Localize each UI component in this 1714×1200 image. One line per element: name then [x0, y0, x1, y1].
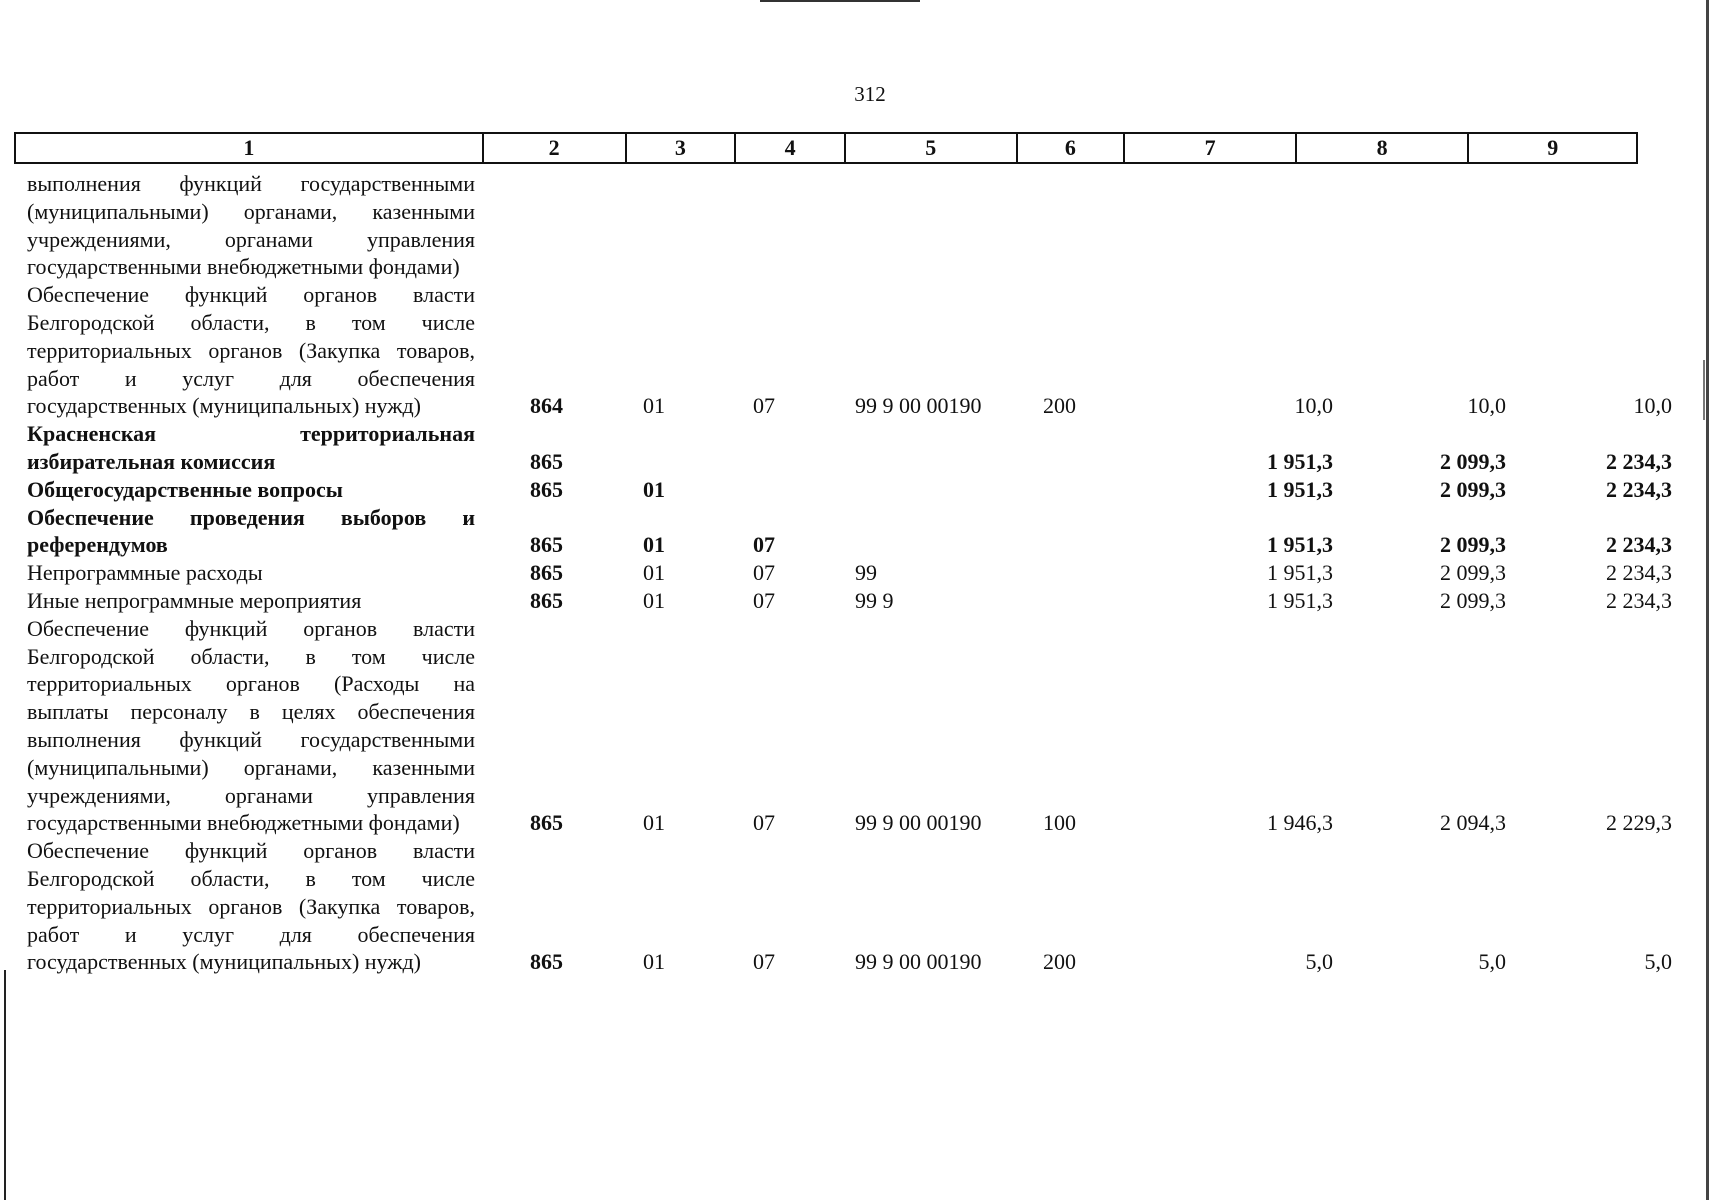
row-cell-col-7: 10,0 — [1294, 393, 1333, 419]
row-cell-col-9: 2 234,3 — [1606, 476, 1672, 502]
row-cell-col-7: 1 951,3 — [1267, 587, 1333, 613]
row-cell-col-4: 07 — [753, 393, 775, 419]
header-col-2: 2 — [484, 134, 627, 162]
row-cell-col-3: 01 — [643, 532, 665, 558]
table-row — [27, 587, 1672, 615]
table-body — [27, 170, 1672, 976]
row-cell-col-9: 2 234,3 — [1606, 560, 1672, 586]
row-cell-col-8: 2 099,3 — [1440, 587, 1506, 613]
row-cell-col-5: 99 9 00 00190 — [855, 393, 982, 419]
row-cell-col-3: 01 — [643, 393, 665, 419]
row-cell-col-9: 2 234,3 — [1606, 532, 1672, 558]
header-col-6: 6 — [1018, 134, 1126, 162]
header-col-4: 4 — [736, 134, 846, 162]
header-col-1: 1 — [16, 134, 484, 162]
row-cell-col-8: 2 099,3 — [1440, 448, 1506, 474]
row-cell-col-2: 865 — [530, 532, 563, 558]
header-col-8: 8 — [1297, 134, 1470, 162]
header-col-5: 5 — [846, 134, 1018, 162]
row-description: Иные непрограммные мероприятия — [27, 587, 362, 613]
row-cell-col-7: 1 951,3 — [1267, 476, 1333, 502]
row-cell-col-9: 2 229,3 — [1606, 810, 1672, 836]
table-row — [27, 476, 1672, 504]
row-description: Обеспечение функций органов власти Белгородской области, в том числе территориальных органов (Закупка товаров, работ и услуг для обеспечения государственных (муниципальных) нужд) — [27, 282, 475, 419]
row-cell-col-2: 865 — [530, 949, 563, 975]
row-cell-col-3: 01 — [643, 587, 665, 613]
row-cell-col-5: 99 9 00 00190 — [855, 810, 982, 836]
row-cell-col-5: 99 — [855, 560, 877, 586]
table-row — [27, 837, 1672, 976]
header-col-7: 7 — [1125, 134, 1297, 162]
table-row — [27, 615, 1672, 837]
row-cell-col-6: 200 — [1043, 393, 1076, 419]
row-cell-col-8: 10,0 — [1467, 393, 1506, 419]
row-cell-col-8: 2 099,3 — [1440, 532, 1506, 558]
row-cell-col-3: 01 — [643, 810, 665, 836]
row-description: Обеспечение функций органов власти Белгородской области, в том числе территориальных органов (Расходы на выплаты персоналу в целях обеспечения выполнения функций государственными (муниципальными) органами, казенными учреждениями, органами управления государственными внебюджетными фондами) — [27, 615, 475, 836]
row-description: выполнения функций государственными (муниципальными) органами, казенными учреждениями, органами управления государственными внебюджетными фондами) — [27, 171, 475, 280]
row-cell-col-8: 5,0 — [1478, 949, 1506, 975]
row-cell-col-7: 1 951,3 — [1267, 448, 1333, 474]
scan-artifact-right-secondary — [1703, 360, 1705, 420]
row-cell-col-3: 01 — [643, 476, 665, 502]
table-row — [27, 504, 1672, 560]
table-header — [14, 132, 1638, 164]
scan-artifact-left — [4, 970, 6, 1200]
row-cell-col-8: 2 099,3 — [1440, 476, 1506, 502]
row-cell-col-9: 10,0 — [1633, 393, 1672, 419]
row-cell-col-8: 2 099,3 — [1440, 560, 1506, 586]
table-row — [27, 170, 1647, 281]
row-description: Общегосударственные вопросы — [27, 476, 343, 502]
row-cell-col-7: 1 951,3 — [1267, 532, 1333, 558]
row-cell-col-5: 99 9 — [855, 587, 894, 613]
page-number: 312 — [854, 82, 886, 106]
row-cell-col-4: 07 — [753, 949, 775, 975]
row-cell-col-8: 2 094,3 — [1440, 810, 1506, 836]
row-cell-col-9: 2 234,3 — [1606, 448, 1672, 474]
row-cell-col-7: 1 951,3 — [1267, 560, 1333, 586]
row-cell-col-2: 865 — [530, 476, 563, 502]
row-cell-col-9: 2 234,3 — [1606, 587, 1672, 613]
row-cell-col-6: 200 — [1043, 949, 1076, 975]
scan-artifact-right — [1706, 0, 1709, 1200]
row-description: Обеспечение функций органов власти Белгородской области, в том числе территориальных органов (Закупка товаров, работ и услуг для обеспечения государственных (муниципальных) нужд) — [27, 838, 475, 975]
row-cell-col-2: 865 — [530, 587, 563, 613]
row-description: Обеспечение проведения выборов и референдумов — [27, 504, 475, 558]
scan-artifact-top — [760, 0, 920, 2]
row-cell-col-2: 864 — [530, 393, 563, 419]
row-cell-col-2: 865 — [530, 560, 563, 586]
row-cell-col-4: 07 — [753, 587, 775, 613]
row-cell-col-4: 07 — [753, 810, 775, 836]
header-col-9: 9 — [1547, 135, 1559, 160]
row-description: Красненская территориальная избирательная комиссия — [27, 421, 475, 474]
row-cell-col-3: 01 — [643, 949, 665, 975]
row-cell-col-5: 99 9 00 00190 — [855, 949, 982, 975]
row-cell-col-7: 5,0 — [1305, 949, 1333, 975]
row-cell-col-7: 1 946,3 — [1267, 810, 1333, 836]
row-cell-col-9: 5,0 — [1644, 949, 1672, 975]
row-cell-col-2: 865 — [530, 448, 563, 474]
table-row — [27, 420, 1672, 476]
row-cell-col-4: 07 — [753, 532, 775, 558]
row-cell-col-6: 100 — [1043, 810, 1076, 836]
row-cell-col-2: 865 — [530, 810, 563, 836]
header-col-3: 3 — [627, 134, 737, 162]
table-row — [27, 559, 1672, 587]
row-description: Непрограммные расходы — [27, 560, 263, 586]
table-row — [27, 281, 1672, 420]
row-cell-col-3: 01 — [643, 560, 665, 586]
row-cell-col-4: 07 — [753, 560, 775, 586]
